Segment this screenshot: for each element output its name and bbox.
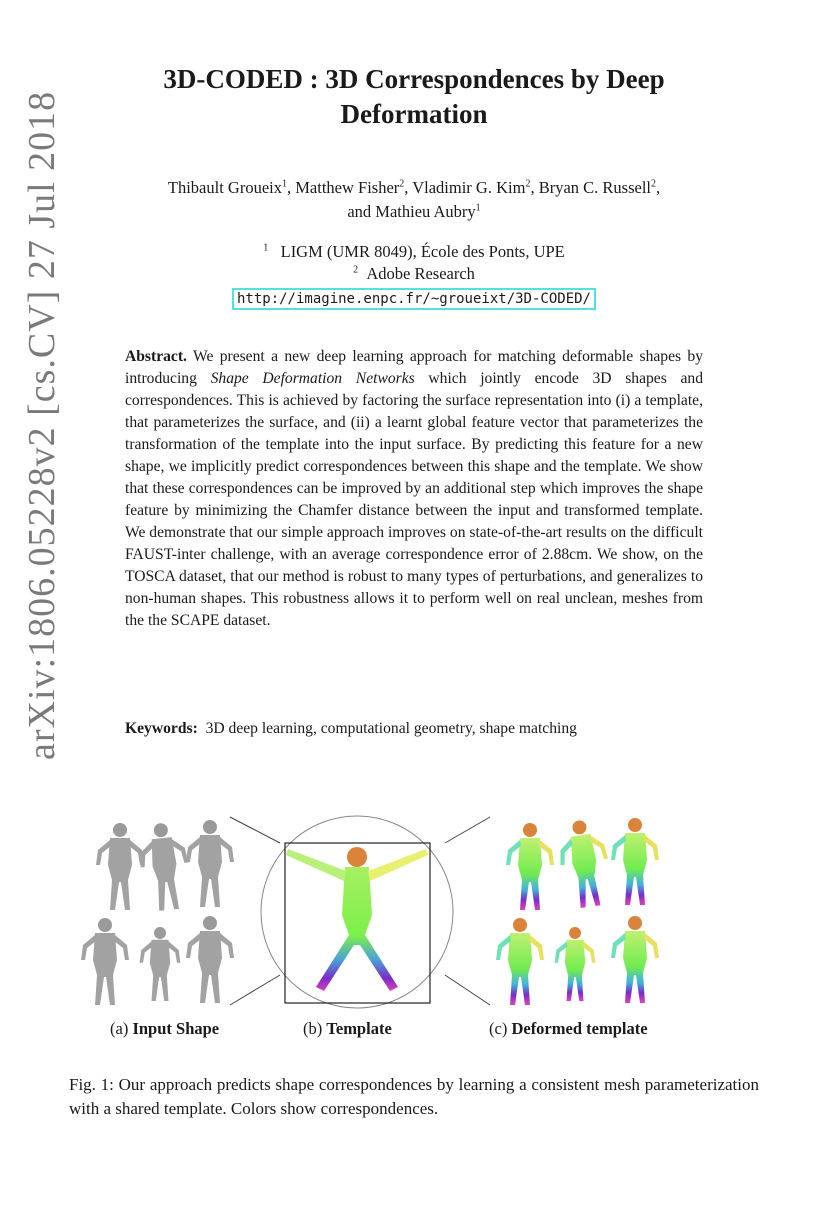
connector-line <box>230 817 280 843</box>
author-affil-mark: 1 <box>475 202 481 214</box>
keywords <box>125 718 715 740</box>
author-affil-mark: 1 <box>282 178 287 190</box>
abstract <box>125 346 703 632</box>
author-affil-mark: 2 <box>650 178 656 190</box>
input-shape-3 <box>186 820 234 907</box>
abstract-text-2: which jointly encode 3D shapes and correspondences. This is achieved by factoring the surface representation into (i) a template, that parameterizes the surface, and (ii) a learnt global feature vector that parameterizes the transformation of the template into the input surface. By predicting this feature for a new shape, we implicitly predict correspondences between this shape and the template. We show that these correspondences can be improved by an additional step which improves the shape feature by minimizing the Chamfer distance between the input and transformed template. We demonstrate that our simple approach improves on state-of-the-art results on the difficult FAUST-inter challenge, with an average correspondence error of 2.88cm. We show, on the TOSCA dataset, that our method is robust to many types of perturbations, and generalizes to non-human shapes. This robustness allows it to perform well on real unclean, meshes from the the SCAPE dataset. <box>125 370 703 629</box>
subcaption-c <box>489 1019 648 1039</box>
affil-mark: 2 <box>353 264 359 276</box>
abstract-emphasis: Shape Deformation Networks <box>210 370 415 387</box>
affiliation-1 <box>0 241 828 263</box>
deformed-shape-4 <box>496 918 544 1005</box>
template-mesh <box>286 847 428 991</box>
abstract-text-1: We present a new deep learning approach for matching deformable shapes by introducing <box>125 348 703 387</box>
input-shape-1 <box>96 823 144 910</box>
deformed-shape-2 <box>555 817 615 910</box>
connector-line <box>445 817 490 843</box>
subcaption-a <box>110 1019 219 1039</box>
connector-line <box>445 975 490 1005</box>
author-name: Mathieu Aubry <box>375 202 476 221</box>
affiliation-2 <box>0 263 828 285</box>
keywords-label: Keywords: <box>125 720 198 737</box>
subcaption-a-label: Input Shape <box>132 1019 220 1038</box>
deformed-shape-1 <box>506 823 554 910</box>
author-name: Bryan C. Russell <box>538 178 651 197</box>
project-url-link[interactable]: http://imagine.enpc.fr/~groueixt/3D-CODED/ <box>232 288 596 310</box>
subcaption-a-prefix: (a) <box>110 1019 133 1038</box>
author-name: Vladimir G. Kim <box>412 178 526 197</box>
paper-title <box>0 62 828 132</box>
author-conjunction: and <box>347 202 376 221</box>
input-shape-6 <box>186 916 234 1003</box>
affil-text: Adobe Research <box>366 264 475 283</box>
title-line-1: 3D-CODED : 3D Correspondences by Deep <box>163 64 665 94</box>
subcaption-b-prefix: (b) <box>303 1019 327 1038</box>
arxiv-stamp: arXiv:1806.05228v2 [cs.CV] 27 Jul 2018 <box>21 90 63 760</box>
subcaption-c-prefix: (c) <box>489 1019 512 1038</box>
author-name: Matthew Fisher <box>295 178 400 197</box>
author-affil-mark: 2 <box>525 178 531 190</box>
keywords-text: 3D deep learning, computational geometry, shape matching <box>197 720 577 737</box>
deformed-shape-3 <box>611 818 659 905</box>
subcaption-b <box>303 1019 392 1039</box>
template-panel <box>261 816 453 1008</box>
deformed-shape-5 <box>555 927 596 1001</box>
author-name: Thibault Groueix <box>167 178 282 197</box>
affil-text: LIGM (UMR 8049), École des Ponts, UPE <box>280 242 565 261</box>
affiliations <box>0 241 828 310</box>
input-shape-2 <box>136 821 193 913</box>
figure-1 <box>80 805 750 1020</box>
input-shape-5 <box>140 927 181 1001</box>
author-affil-mark: 2 <box>399 178 405 190</box>
deformed-shape-6 <box>611 916 659 1003</box>
connector-line <box>230 975 280 1005</box>
subcaption-b-label: Template <box>326 1019 392 1038</box>
abstract-label: Abstract. <box>125 348 187 365</box>
author-list: Thibault Groueix$^1$, Matthew Fisher$^2$, Vladimir G. Kim$^2$, Bryan C. Russell$^2$, and Mathieu Aubry$^1$ <box>167 178 661 221</box>
figure-caption: Fig. 1: Our approach predicts shape correspondences by learning a consistent mesh parameterization with a shared template. Colors show correspondences. <box>69 1075 759 1118</box>
affil-mark: 1 <box>263 242 269 254</box>
input-shape-4 <box>81 918 129 1005</box>
subcaption-c-label: Deformed template <box>511 1019 648 1038</box>
title-line-2: Deformation <box>340 99 488 129</box>
